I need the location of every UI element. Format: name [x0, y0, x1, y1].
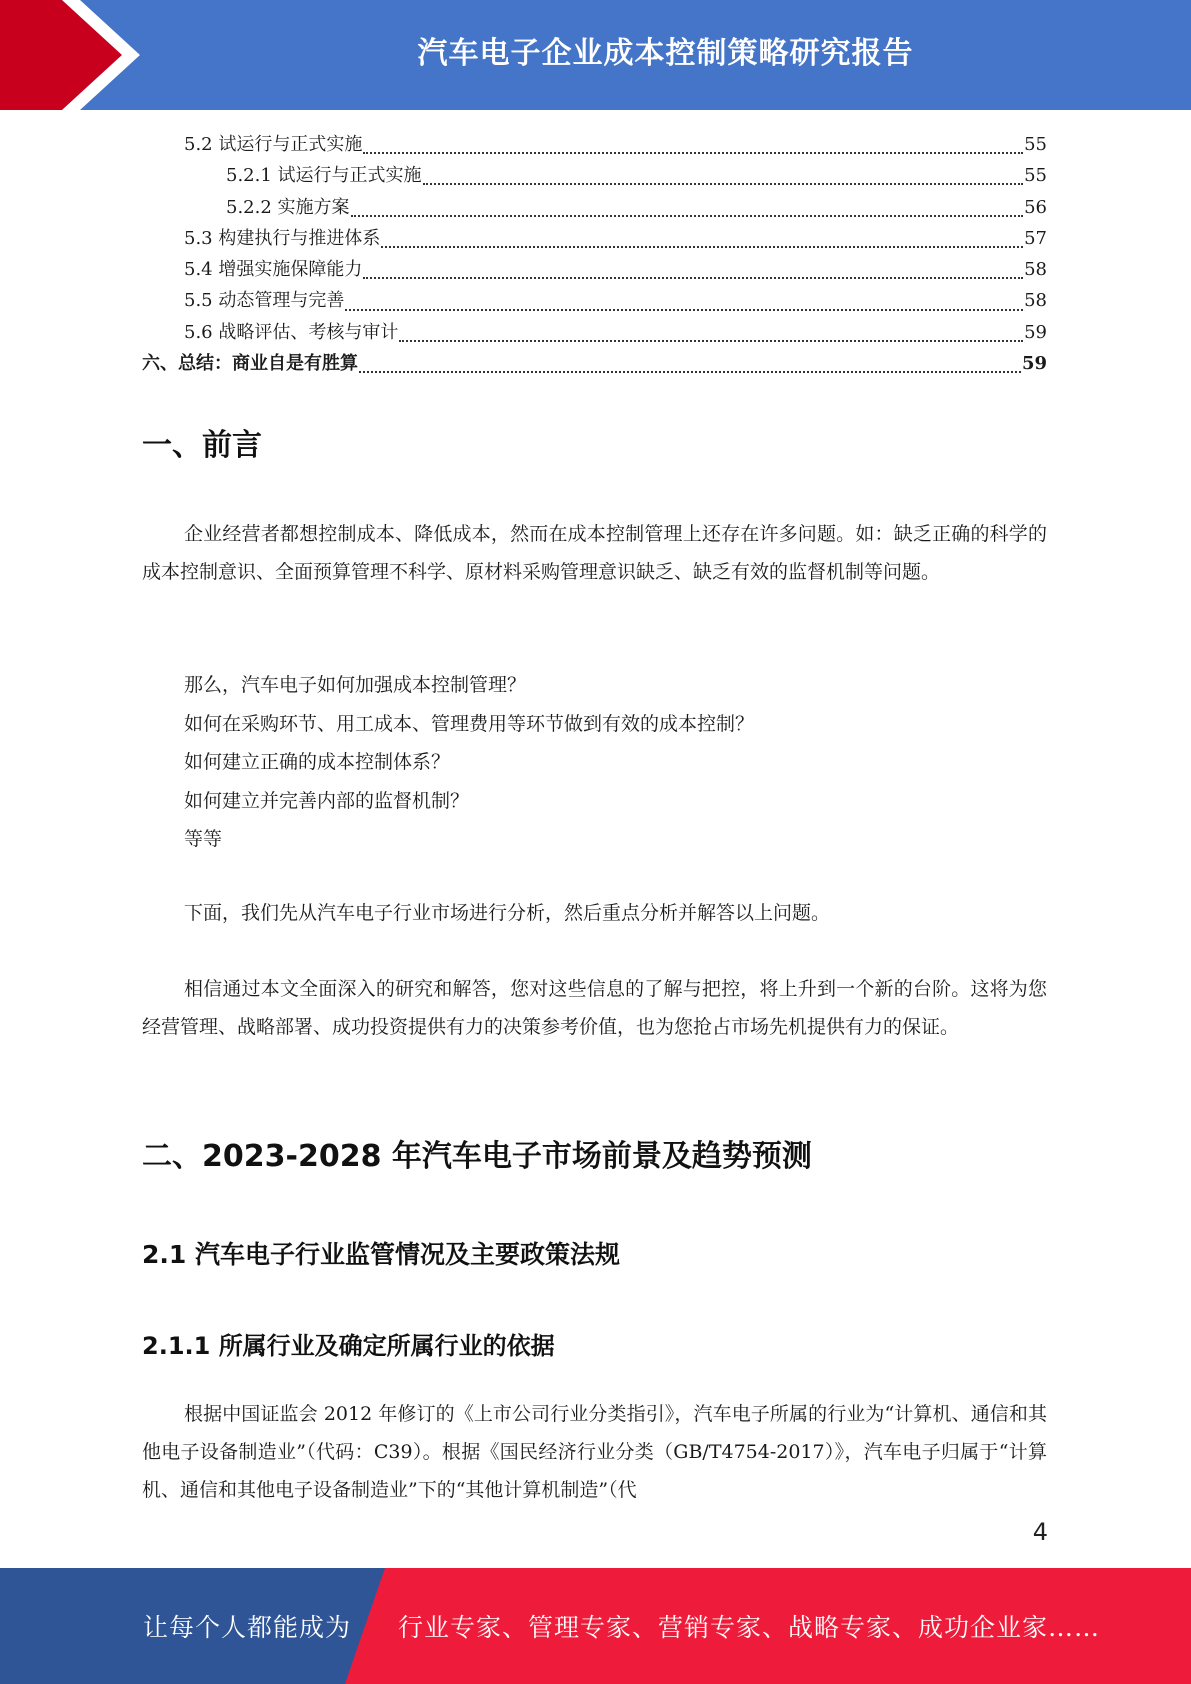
toc-entry[interactable] — [142, 286, 1047, 317]
preface-paragraph-1: 企业经营者都想控制成本、降低成本，然而在成本控制管理上还存在许多问题。如：缺乏正确的科学的成本控制意识、全面预算管理不科学、原材料采购管理意识缺乏、缺乏有效的监督机制等问题。 — [142, 523, 1047, 583]
toc-entry[interactable] — [142, 318, 1047, 349]
toc-leader-dots — [345, 308, 1023, 311]
toc-entry[interactable] — [142, 224, 1047, 255]
toc-entry-label: 5.3 构建执行与推进体系 — [184, 227, 381, 249]
toc-entry-page: 59 — [1021, 353, 1047, 375]
toc-leader-dots — [363, 151, 1023, 154]
toc-entry-label: 六、总结：商业自是有胜算 — [142, 353, 358, 375]
footer-slogan-right: 行业专家、管理专家、营销专家、战略专家、成功企业家…… — [398, 1613, 1101, 1642]
toc-leader-dots — [363, 276, 1023, 279]
toc-leader-dots — [399, 339, 1023, 342]
toc-leader-dots — [423, 182, 1024, 185]
toc-entry-label: 5.4 增强实施保障能力 — [184, 259, 363, 281]
preface-paragraph-2: 下面，我们先从汽车电子行业市场进行分析，然后重点分析并解答以上问题。 — [184, 902, 831, 924]
toc-leader-dots — [351, 214, 1024, 217]
table-of-contents — [142, 130, 1047, 380]
toc-entry-label: 5.2.1 试运行与正式实施 — [226, 165, 422, 187]
toc-entry[interactable] — [142, 130, 1047, 161]
section-title-preface: 一、前言 — [142, 428, 262, 463]
toc-entry-label: 5.6 战略评估、考核与审计 — [184, 321, 399, 343]
toc-leader-dots — [381, 245, 1023, 248]
toc-entry[interactable] — [142, 161, 1047, 192]
toc-leader-dots — [359, 370, 1021, 373]
toc-entry-page: 57 — [1024, 227, 1047, 249]
toc-entry-page: 55 — [1024, 134, 1047, 155]
header-title: 汽车电子企业成本控制策略研究报告 — [417, 36, 914, 71]
subsection-title-2-1-1: 2.1.1 所属行业及确定所属行业的依据 — [142, 1332, 555, 1360]
toc-entry-label: 5.5 动态管理与完善 — [184, 290, 345, 312]
question-item: 如何建立正确的成本控制体系？ — [184, 751, 451, 773]
header-chevron-icon — [0, 0, 160, 110]
section-title-market: 二、2023-2028 年汽车电子市场前景及趋势预测 — [142, 1139, 812, 1174]
toc-entry-label: 5.2 试运行与正式实施 — [184, 134, 363, 155]
toc-entry-page: 59 — [1024, 321, 1047, 343]
toc-entry-page: 56 — [1024, 196, 1047, 218]
subsection-title-2-1: 2.1 汽车电子行业监管情况及主要政策法规 — [142, 1240, 620, 1269]
page-number: 4 — [1032, 1518, 1048, 1546]
preface-paragraph-3: 相信通过本文全面深入的研究和解答，您对这些信息的了解与把控，将上升到一个新的台阶。这将为您经营管理、战略部署、成功投资提供有力的决策参考价值，也为您抢占市场先机提供有力的保证。 — [142, 978, 1047, 1038]
toc-entry-page: 58 — [1024, 290, 1047, 312]
question-item: 等等 — [184, 828, 223, 850]
toc-entry[interactable] — [142, 255, 1047, 286]
page-header — [0, 0, 1191, 110]
toc-entry-label: 5.2.2 实施方案 — [226, 196, 350, 218]
toc-entry[interactable] — [142, 193, 1047, 224]
question-item: 那么，汽车电子如何加强成本控制管理？ — [184, 674, 527, 696]
page-footer — [0, 1568, 1191, 1684]
question-list — [184, 666, 754, 859]
toc-entry-page: 58 — [1024, 259, 1047, 281]
industry-paragraph: 根据中国证监会 2012 年修订的《上市公司行业分类指引》，汽车电子所属的行业为“计算机、通信和其他电子设备制造业”（代码：C39）。根据《国民经济行业分类（GB/T4754-2017）》，汽车电子归属于“计算机、通信和其他电子设备制造业”下的“其他计算机制造”（代 — [142, 1403, 1047, 1501]
question-item: 如何建立并完善内部的监督机制？ — [184, 789, 470, 812]
toc-entry[interactable] — [142, 349, 1047, 380]
question-item: 如何在采购环节、用工成本、管理费用等环节做到有效的成本控制？ — [184, 712, 755, 735]
toc-entry-page: 55 — [1024, 165, 1047, 187]
footer-slogan-left: 让每个人都能成为 — [143, 1613, 352, 1642]
